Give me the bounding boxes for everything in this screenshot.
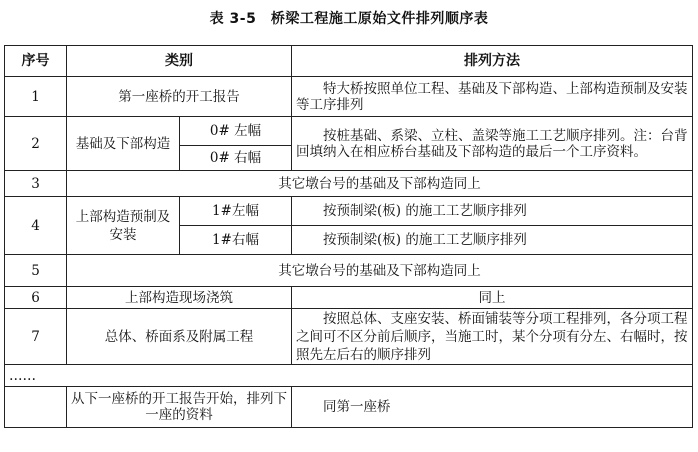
table-row	[5, 309, 693, 365]
row-subcategory: 0# 左幅	[180, 117, 292, 146]
row-category: 上部构造现场浇筑	[67, 287, 292, 309]
row-method: 按照总体、支座安装、桥面铺装等分项工程排列，各分项工程之间可不区分前后顺序，当施工时，某个分项有分左、右幅时，按照先左后右的顺序排列	[292, 309, 693, 365]
row-method: 按预制梁(板) 的施工工艺顺序排列	[292, 226, 693, 255]
row-number: 3	[5, 171, 67, 197]
header-method: 排列方法	[292, 46, 693, 77]
table-row	[5, 387, 693, 428]
row-subcategory: 1#右幅	[180, 226, 292, 255]
row-method: 同第一座桥	[292, 387, 693, 428]
table-row	[5, 77, 693, 117]
row-merged-text: 其它墩台号的基础及下部构造同上	[67, 255, 693, 287]
table-row	[5, 171, 693, 197]
row-method: 按桩基础、系梁、立柱、盖梁等施工工艺顺序排列。注：台背回填纳入在相应桥台基础及下部构造的最后一个工序资料。	[292, 117, 693, 171]
table-title: 表 3-5 桥梁工程施工原始文件排列顺序表	[209, 11, 489, 27]
header-row	[5, 46, 693, 77]
ellipsis-row: ……	[5, 365, 693, 387]
table-row	[5, 117, 693, 146]
row-method: 特大桥按照单位工程、基础及下部构造、上部构造预制及安装等工序排列	[292, 77, 693, 117]
row-method: 同上	[292, 287, 693, 309]
row-number: 1	[5, 77, 67, 117]
row-number: 2	[5, 117, 67, 171]
row-category: 上部构造预制及安装	[67, 197, 180, 255]
header-no: 序号	[5, 46, 67, 77]
row-category: 从下一座桥的开工报告开始，排列下一座的资料	[67, 387, 292, 428]
header-category: 类别	[67, 46, 292, 77]
row-number: 6	[5, 287, 67, 309]
row-category: 基础及下部构造	[67, 117, 180, 171]
table-row	[5, 287, 693, 309]
row-category: 第一座桥的开工报告	[67, 77, 292, 117]
row-number: 5	[5, 255, 67, 287]
table-row	[5, 197, 693, 226]
row-subcategory: 1#左幅	[180, 197, 292, 226]
row-number: 7	[5, 309, 67, 365]
row-method: 按预制梁(板) 的施工工艺顺序排列	[292, 197, 693, 226]
archive-order-table	[4, 45, 693, 428]
row-number	[5, 387, 67, 428]
row-merged-text: 其它墩台号的基础及下部构造同上	[67, 171, 693, 197]
row-number: 4	[5, 197, 67, 255]
table-row	[5, 255, 693, 287]
table-row	[5, 365, 693, 387]
row-subcategory: 0# 右幅	[180, 146, 292, 171]
row-category: 总体、桥面系及附属工程	[67, 309, 292, 365]
